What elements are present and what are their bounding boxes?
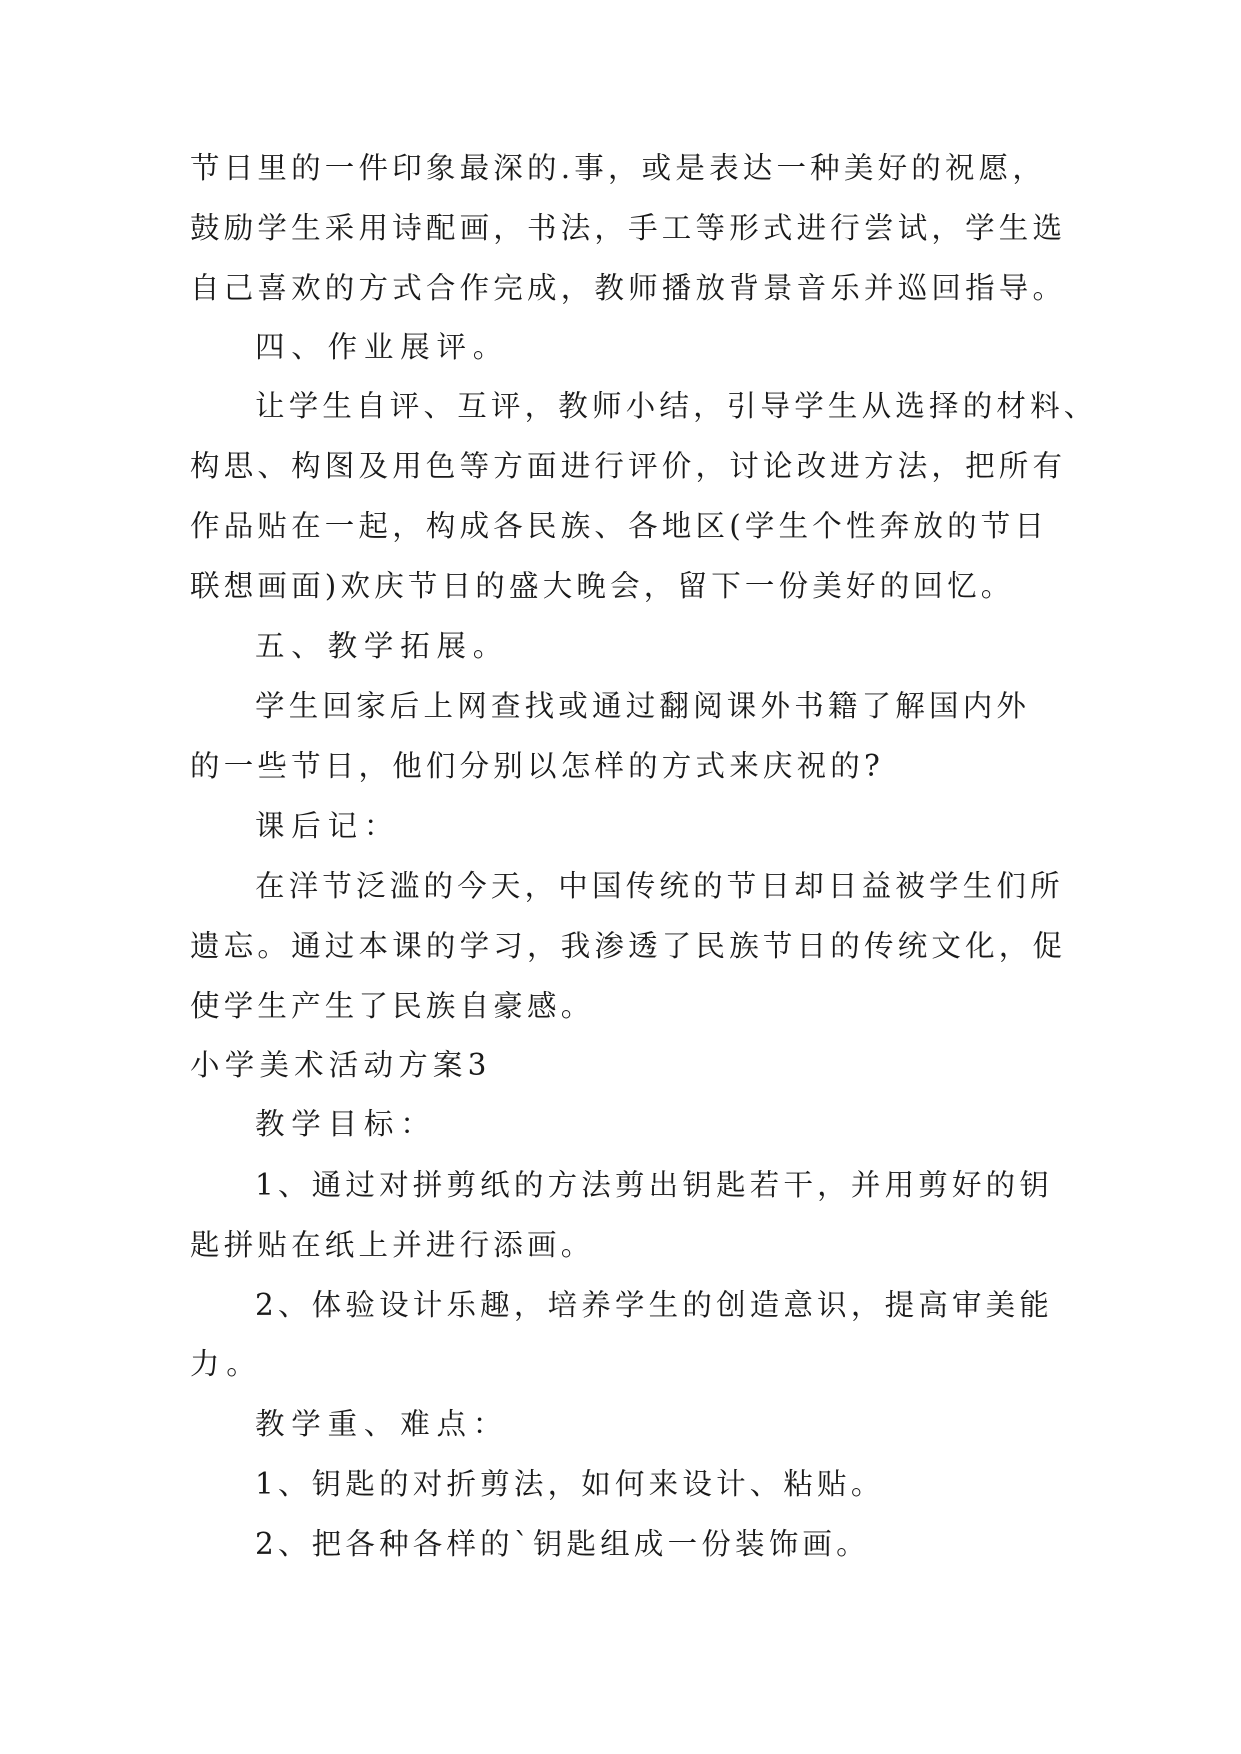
text-line: 自己喜欢的方式合作完成，教师播放背景音乐并巡回指导。 [190, 271, 1067, 305]
text-line: 匙拼贴在纸上并进行添画。 [190, 1228, 595, 1262]
text-line: 鼓励学生采用诗配画，书法，手工等形式进行尝试，学生选 [190, 211, 1067, 245]
section-heading: 课后记： [255, 809, 401, 843]
text-line: 使学生产生了民族自豪感。 [190, 989, 595, 1023]
text-line: 让学生自评、互评，教师小结，引导学生从选择的材料、 [255, 389, 1098, 423]
section-heading: 教学目标： [255, 1107, 437, 1141]
text-line: 节日里的一件印象最深的.事，或是表达一种美好的祝愿， [190, 151, 1047, 185]
text-line: 遗忘。通过本课的学习，我渗透了民族节日的传统文化，促 [190, 929, 1067, 963]
text-line: 学生回家后上网查找或通过翻阅课外书籍了解国内外 [255, 689, 1031, 723]
text-line: 在洋节泛滥的今天，中国传统的节日却日益被学生们所 [255, 869, 1064, 903]
section-heading: 教学重、难点： [255, 1407, 510, 1441]
text-line: 联想画面)欢庆节日的盛大晚会，留下一份美好的回忆。 [190, 569, 1015, 603]
text-line: 的一些节日，他们分别以怎样的方式来庆祝的? [190, 749, 885, 783]
document-heading: 小学美术活动方案3 [190, 1048, 492, 1082]
section-heading: 四、作业展评。 [255, 330, 510, 364]
section-heading: 五、教学拓展。 [255, 629, 510, 663]
text-line: 力。 [190, 1347, 263, 1381]
text-line: 作品贴在一起，构成各民族、各地区(学生个性奔放的节日 [190, 509, 1049, 543]
text-line: 2、把各种各样的`钥匙组成一份装饰画。 [255, 1527, 870, 1561]
text-line: 构思、构图及用色等方面进行评价，讨论改进方法，把所有 [190, 449, 1067, 483]
text-line: 1、通过对拼剪纸的方法剪出钥匙若干，并用剪好的钥 [255, 1168, 1054, 1202]
text-line: 2、体验设计乐趣，培养学生的创造意识，提高审美能 [255, 1288, 1054, 1322]
text-line: 1、钥匙的对折剪法，如何来设计、粘贴。 [255, 1467, 885, 1501]
